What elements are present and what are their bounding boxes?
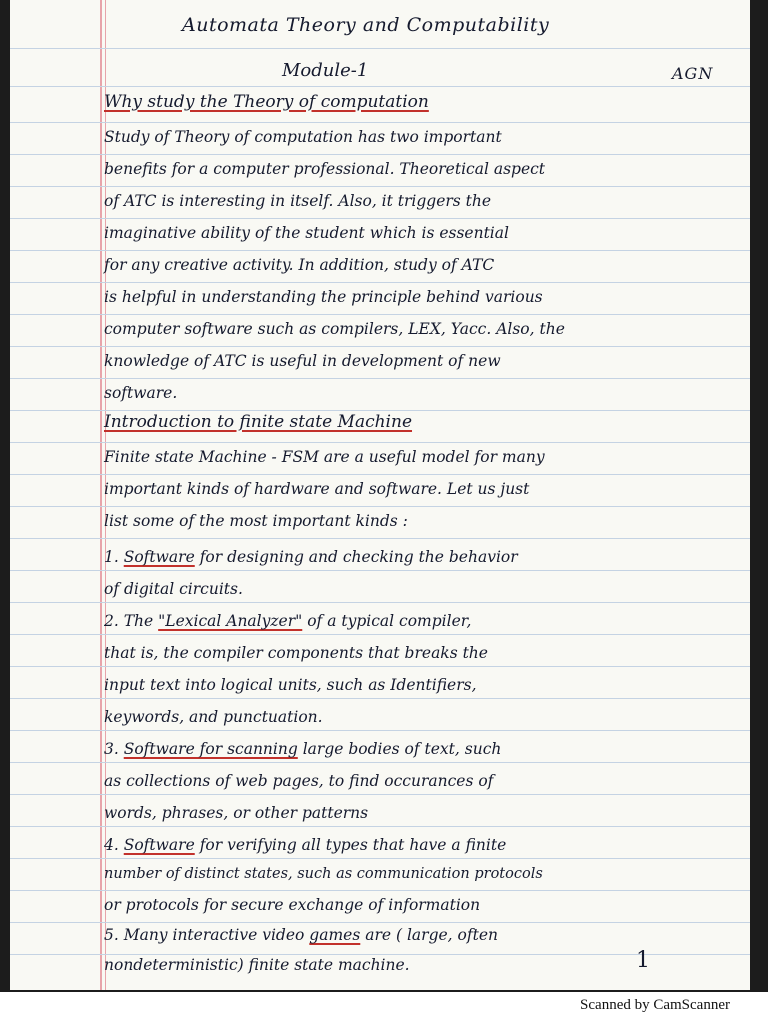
module-label: Module-1 <box>282 60 369 81</box>
ruled-line <box>10 154 750 155</box>
ruled-line <box>10 86 750 87</box>
list-text: are ( large, often <box>365 926 498 944</box>
ruled-line <box>10 314 750 315</box>
ruled-line <box>10 538 750 539</box>
page-number: 1 <box>636 948 650 973</box>
ruled-line <box>10 48 750 49</box>
underlined-term: Software <box>123 836 195 854</box>
list-item-1 <box>104 548 518 566</box>
ruled-line <box>10 826 750 827</box>
ruled-line <box>10 666 750 667</box>
page-title: Automata Theory and Computability <box>182 14 550 36</box>
margin-line <box>100 0 102 990</box>
list-text: 2. The <box>104 612 154 630</box>
list-item-3 <box>104 740 501 758</box>
ruled-line <box>10 250 750 251</box>
paragraph-line: computer software such as compilers, LEX, Yacc. Also, the <box>104 320 565 338</box>
ruled-line <box>10 730 750 731</box>
section-heading-fsm: Introduction to finite state Machine <box>104 412 413 432</box>
paragraph-line: Finite state Machine - FSM are a useful model for many <box>104 448 545 466</box>
ruled-line <box>10 122 750 123</box>
list-item-5 <box>104 926 498 944</box>
paragraph-line: knowledge of ATC is useful in development of new <box>104 352 501 370</box>
scanner-footer <box>0 992 768 1024</box>
ruled-line <box>10 218 750 219</box>
ruled-line <box>10 602 750 603</box>
ruled-line <box>10 794 750 795</box>
underlined-term: "Lexical Analyzer" <box>158 612 303 630</box>
paragraph-line: of ATC is interesting in itself. Also, it triggers the <box>104 192 492 210</box>
list-item-4 <box>104 836 506 854</box>
list-number: 1. <box>104 548 119 566</box>
ruled-line <box>10 410 750 411</box>
paragraph-line: Study of Theory of computation has two important <box>104 128 502 146</box>
notebook-page <box>10 0 750 990</box>
list-item-4-continuation: number of distinct states, such as communication protocols <box>104 866 543 882</box>
section-heading-why-study: Why study the Theory of computation <box>104 92 429 112</box>
list-item-5-continuation: nondeterministic) finite state machine. <box>104 956 410 974</box>
ruled-line <box>10 890 750 891</box>
ruled-line <box>10 698 750 699</box>
list-number: 4. <box>104 836 119 854</box>
list-item-2 <box>104 612 471 630</box>
list-item-3-continuation: as collections of web pages, to find occurances of <box>104 772 494 790</box>
ruled-line <box>10 922 750 923</box>
underlined-term: Software <box>123 548 195 566</box>
list-item-2-continuation: keywords, and punctuation. <box>104 708 323 726</box>
list-item-3-continuation: words, phrases, or other patterns <box>104 804 369 822</box>
ruled-line <box>10 762 750 763</box>
ruled-line <box>10 506 750 507</box>
paragraph-line: benefits for a computer professional. Theoretical aspect <box>104 160 546 178</box>
list-text: for verifying all types that have a finite <box>199 836 507 854</box>
list-text: 5. Many interactive video <box>104 926 305 944</box>
paragraph-line: is helpful in understanding the principle behind various <box>104 288 543 306</box>
paragraph-line: for any creative activity. In addition, study of ATC <box>104 256 495 274</box>
list-text: for designing and checking the behavior <box>199 548 518 566</box>
ruled-line <box>10 442 750 443</box>
list-number: 3. <box>104 740 119 758</box>
underlined-term: Software for scanning <box>123 740 298 758</box>
ruled-line <box>10 474 750 475</box>
paragraph-line: software. <box>104 384 178 402</box>
list-text: of a typical compiler, <box>307 612 472 630</box>
list-item-1-continuation: of digital circuits. <box>104 580 243 598</box>
ruled-line <box>10 570 750 571</box>
paragraph-line: important kinds of hardware and software. Let us just <box>104 480 530 498</box>
author-initials: AGN <box>672 64 714 83</box>
underlined-term: games <box>309 926 361 944</box>
paragraph-line: list some of the most important kinds : <box>104 512 408 530</box>
scanner-watermark: Scanned by CamScanner <box>580 997 730 1013</box>
list-text: large bodies of text, such <box>302 740 502 758</box>
ruled-line <box>10 282 750 283</box>
paragraph-line: imaginative ability of the student which is essential <box>104 224 509 242</box>
ruled-line <box>10 378 750 379</box>
ruled-line <box>10 186 750 187</box>
list-item-2-continuation: input text into logical units, such as Identifiers, <box>104 676 477 694</box>
list-item-2-continuation: that is, the compiler components that breaks the <box>104 644 488 662</box>
ruled-line <box>10 346 750 347</box>
ruled-line <box>10 858 750 859</box>
ruled-line <box>10 634 750 635</box>
list-item-4-continuation: or protocols for secure exchange of information <box>104 896 481 914</box>
